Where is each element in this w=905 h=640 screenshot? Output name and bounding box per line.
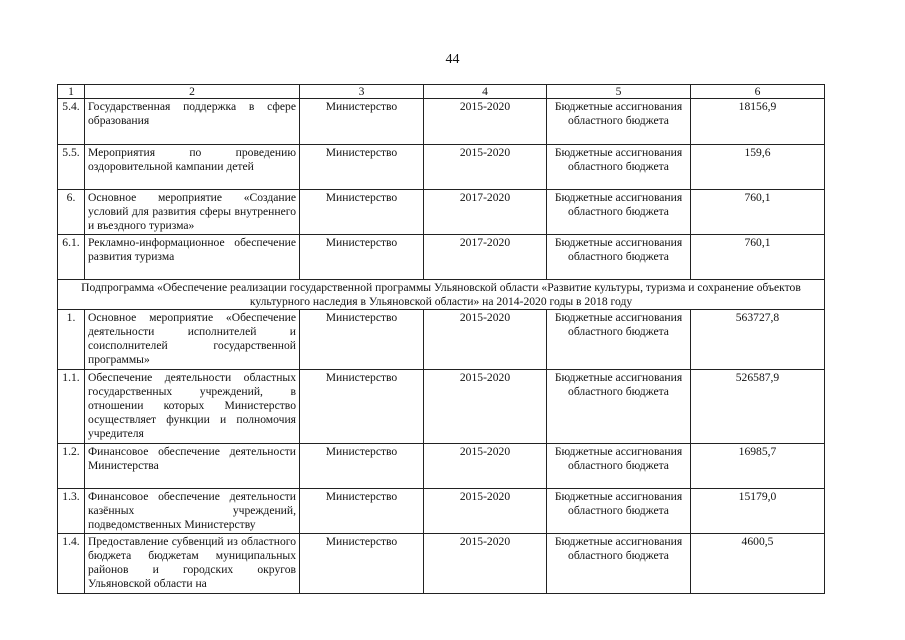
- budget-table: [57, 84, 825, 594]
- item-period: 2015-2020: [424, 444, 547, 489]
- item-executor: Министерство: [300, 235, 424, 280]
- item-number: 1.2.: [58, 444, 85, 489]
- item-executor: Министерство: [300, 489, 424, 534]
- item-funding-source: Бюджетные ассигнования областного бюджета: [547, 444, 691, 489]
- column-number-5: 5: [547, 85, 691, 99]
- item-funding-source: Бюджетные ассигнования областного бюджета: [547, 534, 691, 594]
- item-funding-source: Бюджетные ассигнования областного бюджета: [547, 190, 691, 235]
- column-number-4: 4: [424, 85, 547, 99]
- item-executor: Министерство: [300, 444, 424, 489]
- table-row: [58, 99, 825, 145]
- item-name: Основное мероприятие «Создание условий для развития сферы внутреннего и въездного туризма»: [85, 190, 300, 235]
- item-number: 1.3.: [58, 489, 85, 534]
- item-amount: 16985,7: [691, 444, 825, 489]
- item-name: Рекламно-информационное обеспечение развития туризма: [85, 235, 300, 280]
- column-number-6: 6: [691, 85, 825, 99]
- item-number: 5.5.: [58, 145, 85, 190]
- table-row: [58, 190, 825, 235]
- item-period: 2015-2020: [424, 370, 547, 444]
- item-amount: 18156,9: [691, 99, 825, 145]
- item-funding-source: Бюджетные ассигнования областного бюджета: [547, 145, 691, 190]
- item-name: Обеспечение деятельности областных государственных учреждений, в отношении которых Министерство осуществляет функции и полномочия учредителя: [85, 370, 300, 444]
- item-number: 1.1.: [58, 370, 85, 444]
- item-name: Мероприятия по проведению оздоровительной кампании детей: [85, 145, 300, 190]
- item-funding-source: Бюджетные ассигнования областного бюджета: [547, 489, 691, 534]
- item-period: 2015-2020: [424, 534, 547, 594]
- item-period: 2017-2020: [424, 235, 547, 280]
- item-name: Основное мероприятие «Обеспечение деятельности исполнителей и соисполнителей государственной программы»: [85, 310, 300, 370]
- page-number: 44: [445, 52, 460, 67]
- item-number: 6.: [58, 190, 85, 235]
- table-row: [58, 235, 825, 280]
- item-number: 1.4.: [58, 534, 85, 594]
- item-number: 5.4.: [58, 99, 85, 145]
- item-executor: Министерство: [300, 99, 424, 145]
- item-name: Финансовое обеспечение деятельности казённых учреждений, подведомственных Министерству: [85, 489, 300, 534]
- item-period: 2015-2020: [424, 489, 547, 534]
- item-amount: 4600,5: [691, 534, 825, 594]
- subprogram-heading: Подпрограмма «Обеспечение реализации государственной программы Ульяновской области «Развитие культуры, туризма и сохранение объектов культурного наследия в Ульяновской области» на 2014-2020 годы в 2018 году: [58, 280, 825, 310]
- item-executor: Министерство: [300, 370, 424, 444]
- item-amount: 760,1: [691, 235, 825, 280]
- item-funding-source: Бюджетные ассигнования областного бюджета: [547, 235, 691, 280]
- column-number-3: 3: [300, 85, 424, 99]
- item-name: Предоставление субвенций из областного бюджета бюджетам муниципальных районов и городских округов Ульяновской области на: [85, 534, 300, 594]
- item-executor: Министерство: [300, 145, 424, 190]
- item-period: 2015-2020: [424, 145, 547, 190]
- item-funding-source: Бюджетные ассигнования областного бюджета: [547, 370, 691, 444]
- table-row: [58, 310, 825, 370]
- table-row: [58, 370, 825, 444]
- item-number: 1.: [58, 310, 85, 370]
- item-name: Финансовое обеспечение деятельности Министерства: [85, 444, 300, 489]
- item-executor: Министерство: [300, 310, 424, 370]
- item-amount: 563727,8: [691, 310, 825, 370]
- table-row: [58, 444, 825, 489]
- table-row: [58, 534, 825, 594]
- item-executor: Министерство: [300, 190, 424, 235]
- item-funding-source: Бюджетные ассигнования областного бюджета: [547, 99, 691, 145]
- table-row: [58, 145, 825, 190]
- item-amount: 760,1: [691, 190, 825, 235]
- item-number: 6.1.: [58, 235, 85, 280]
- item-name: Государственная поддержка в сфере образования: [85, 99, 300, 145]
- column-number-1: 1: [58, 85, 85, 99]
- column-number-2: 2: [85, 85, 300, 99]
- item-funding-source: Бюджетные ассигнования областного бюджета: [547, 310, 691, 370]
- column-number-row: [58, 85, 825, 99]
- item-amount: 526587,9: [691, 370, 825, 444]
- item-period: 2015-2020: [424, 310, 547, 370]
- table-row: [58, 489, 825, 534]
- item-amount: 15179,0: [691, 489, 825, 534]
- item-period: 2015-2020: [424, 99, 547, 145]
- subprogram-row: [58, 280, 825, 310]
- item-amount: 159,6: [691, 145, 825, 190]
- item-period: 2017-2020: [424, 190, 547, 235]
- item-executor: Министерство: [300, 534, 424, 594]
